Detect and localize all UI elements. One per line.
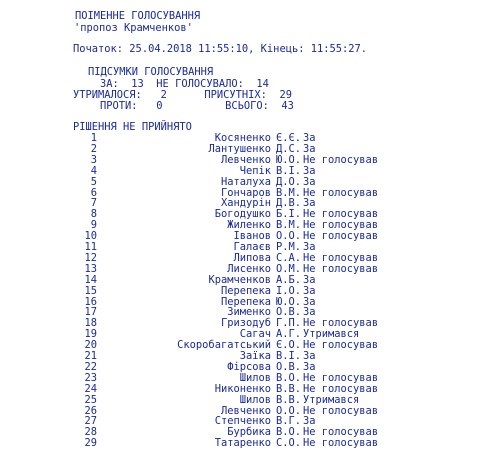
vote-number: 29 bbox=[84, 437, 97, 450]
deputy-initials: В.І. bbox=[276, 164, 302, 177]
vote-number: 2 bbox=[90, 142, 97, 155]
deputy-initials: С.О. bbox=[276, 437, 302, 450]
vote-number: 16 bbox=[84, 295, 97, 308]
deputy-surname: Крамченков bbox=[208, 273, 271, 286]
deputy-initials: В.Г. bbox=[276, 415, 302, 428]
deputy-surname: Бурбика bbox=[227, 426, 271, 439]
deputy-surname: Степченко bbox=[214, 415, 271, 428]
vote-result: Не голосував bbox=[303, 186, 379, 199]
vote-number: 4 bbox=[90, 164, 97, 177]
deputy-surname: Татаренко bbox=[214, 437, 271, 450]
vote-result: Не голосував bbox=[303, 404, 379, 417]
deputy-initials: Є.О. bbox=[276, 339, 302, 352]
deputy-surname: Лисенко bbox=[227, 262, 271, 275]
deputy-surname: Левченко bbox=[220, 404, 271, 417]
vote-number: 21 bbox=[84, 350, 97, 362]
deputy-initials: В.М. bbox=[276, 186, 302, 199]
deputy-initials: В.О. bbox=[276, 371, 302, 384]
vote-result: Не голосував bbox=[303, 153, 379, 166]
vote-result: Не голосував bbox=[303, 437, 379, 450]
deputy-initials: Д.В. bbox=[276, 197, 302, 210]
deputy-surname: Лантушенко bbox=[208, 142, 271, 155]
vote-number: 22 bbox=[84, 360, 97, 373]
vote-result: За bbox=[303, 164, 316, 177]
deputy-surname: Липова bbox=[233, 251, 271, 264]
vote-number: 18 bbox=[84, 317, 97, 330]
deputy-initials: О.О. bbox=[276, 404, 302, 417]
summary-line-1: ЗА: 13 НЕ ГОЛОСУВАЛО: 14 bbox=[100, 78, 269, 90]
deputy-surname: Галаєв bbox=[233, 241, 271, 253]
deputy-initials: О.В. bbox=[276, 360, 302, 373]
vote-number: 8 bbox=[90, 208, 97, 221]
vote-result: Не голосував bbox=[303, 219, 379, 232]
vote-row bbox=[0, 437, 480, 449]
vote-result: Не голосував bbox=[303, 339, 379, 352]
deputy-initials: Д.О. bbox=[276, 175, 302, 188]
vote-result: За bbox=[303, 142, 316, 155]
deputy-initials: О.В. bbox=[276, 306, 302, 319]
vote-result: Не голосував bbox=[303, 230, 379, 243]
deputy-surname: Скоробагатський bbox=[177, 339, 271, 352]
vote-result: Не голосував bbox=[303, 371, 379, 384]
vote-result: За bbox=[303, 175, 316, 188]
vote-number: 13 bbox=[84, 262, 97, 275]
vote-number: 1 bbox=[90, 132, 97, 144]
deputy-initials: Ю.О. bbox=[276, 153, 302, 166]
vote-number: 3 bbox=[90, 153, 97, 166]
deputy-initials: С.А. bbox=[276, 251, 302, 264]
deputy-surname: Перепека bbox=[220, 295, 271, 308]
vote-result: Не голосував bbox=[303, 208, 379, 221]
vote-result: Не голосував bbox=[303, 251, 379, 264]
vote-result: За bbox=[303, 197, 316, 210]
vote-number: 24 bbox=[84, 382, 97, 395]
vote-number: 27 bbox=[84, 415, 97, 428]
vote-result: Не голосував bbox=[303, 426, 379, 439]
vote-number: 26 bbox=[84, 404, 97, 417]
vote-number: 5 bbox=[90, 175, 97, 188]
deputy-surname: Левченко bbox=[220, 153, 271, 166]
deputy-initials: В.В. bbox=[276, 393, 302, 406]
vote-number: 14 bbox=[84, 273, 97, 286]
deputy-surname: Наталуха bbox=[220, 175, 271, 188]
vote-result: За bbox=[303, 241, 316, 253]
vote-result: За bbox=[303, 273, 316, 286]
vote-number: 6 bbox=[90, 186, 97, 199]
vote-result: Не голосував bbox=[303, 382, 379, 395]
vote-result: За bbox=[303, 415, 316, 428]
vote-number: 19 bbox=[84, 328, 97, 341]
deputy-initials: А.Г. bbox=[276, 328, 302, 341]
deputy-initials: Б.І. bbox=[276, 208, 302, 221]
vote-number: 11 bbox=[84, 241, 97, 253]
vote-number: 17 bbox=[84, 306, 97, 319]
deputy-initials: В.М. bbox=[276, 219, 302, 232]
vote-number: 25 bbox=[84, 393, 97, 406]
vote-timing: Початок: 25.04.2018 11:55:10, Кінець: 11:55:27. bbox=[73, 43, 368, 55]
deputy-initials: А.Б. bbox=[276, 273, 302, 286]
deputy-surname: Зименко bbox=[227, 306, 271, 319]
vote-number: 20 bbox=[84, 339, 97, 352]
deputy-surname: Перепека bbox=[220, 284, 271, 297]
vote-number: 23 bbox=[84, 371, 97, 384]
deputy-surname: Іванов bbox=[233, 230, 271, 243]
deputy-surname: Гризодуб bbox=[220, 317, 271, 330]
deputy-surname: Чепік bbox=[239, 164, 271, 177]
deputy-initials: О.М. bbox=[276, 262, 302, 275]
document-subtitle: 'пропоз Крамченков' bbox=[74, 22, 193, 34]
summary-heading: ПІДСУМКИ ГОЛОСУВАННЯ bbox=[88, 66, 214, 78]
deputy-surname: Никоненко bbox=[214, 382, 271, 395]
vote-result: Не голосував bbox=[303, 317, 379, 330]
deputy-initials: Р.М. bbox=[276, 241, 302, 253]
decision-status: РІШЕННЯ НЕ ПРИЙНЯТО bbox=[73, 121, 192, 133]
vote-result: Не голосував bbox=[303, 262, 379, 275]
vote-result: Утримався bbox=[303, 393, 360, 406]
deputy-surname: Хандурін bbox=[220, 197, 271, 210]
vote-number: 28 bbox=[84, 426, 97, 439]
vote-result: За bbox=[303, 306, 316, 319]
deputy-initials: В.І. bbox=[276, 350, 302, 362]
deputy-initials: Д.С. bbox=[276, 142, 302, 155]
document-title: ПОІМЕННЕ ГОЛОСУВАННЯ bbox=[75, 10, 201, 22]
vote-number: 7 bbox=[90, 197, 97, 210]
deputy-initials: В.В. bbox=[276, 382, 302, 395]
deputy-surname: Косяненко bbox=[214, 132, 271, 144]
vote-number: 10 bbox=[84, 230, 97, 243]
deputy-surname: Фірсова bbox=[227, 360, 271, 373]
deputy-surname: Шилов bbox=[239, 393, 271, 406]
vote-result: За bbox=[303, 350, 316, 362]
deputy-initials: В.О. bbox=[276, 426, 302, 439]
deputy-surname: Заїка bbox=[239, 350, 271, 362]
summary-line-2: УТРИМАЛОСЯ: 2 ПРИСУТНІХ: 29 bbox=[73, 89, 292, 101]
vote-result: За bbox=[303, 132, 316, 144]
deputy-surname: Шилов bbox=[239, 371, 271, 384]
vote-result: За bbox=[303, 360, 316, 373]
vote-number: 12 bbox=[84, 251, 97, 264]
deputy-initials: О.О. bbox=[276, 230, 302, 243]
deputy-initials: Ю.О. bbox=[276, 295, 302, 308]
deputy-surname: Богодушко bbox=[214, 208, 271, 221]
deputy-initials: І.О. bbox=[276, 284, 302, 297]
deputy-surname: Жиленко bbox=[227, 219, 271, 232]
vote-result: Утримався bbox=[303, 328, 360, 341]
vote-result: За bbox=[303, 284, 316, 297]
vote-number: 9 bbox=[90, 219, 97, 232]
deputy-surname: Сагач bbox=[239, 328, 271, 341]
deputy-surname: Гончаров bbox=[220, 186, 271, 199]
vote-result: За bbox=[303, 295, 316, 308]
vote-number: 15 bbox=[84, 284, 97, 297]
deputy-initials: Г.П. bbox=[276, 317, 302, 330]
deputy-initials: Є.Є. bbox=[276, 132, 302, 144]
summary-line-3: ПРОТИ: 0 ВСЬОГО: 43 bbox=[100, 100, 294, 112]
